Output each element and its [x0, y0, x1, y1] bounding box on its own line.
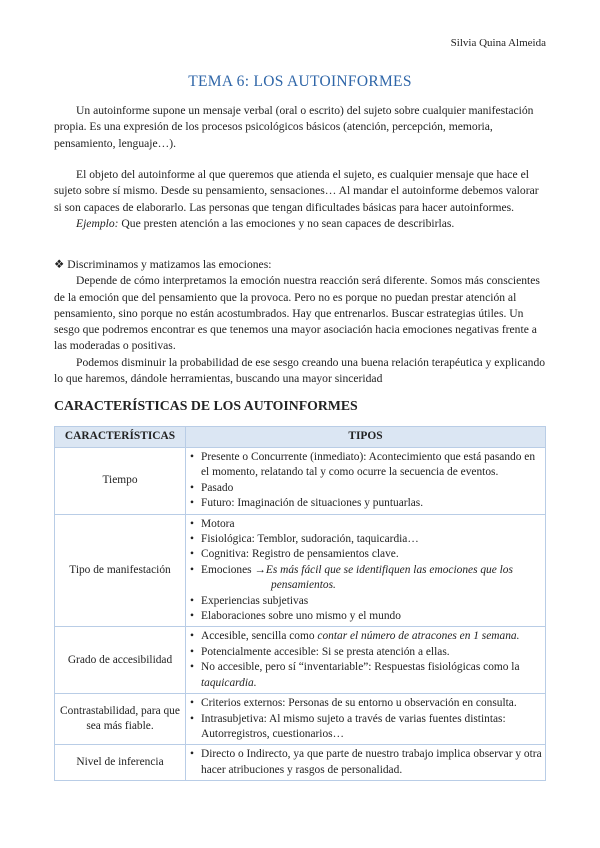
- item-text: No accesible, pero sí “inventariable”: Respuestas fisiológicas como la: [201, 661, 520, 674]
- bullet-heading-text: Discriminamos y matizamos las emociones:: [64, 258, 272, 271]
- intro-section: [54, 103, 546, 152]
- item-text: Potencialmente accesible: Si se presta atención a ellas.: [201, 645, 450, 658]
- item-text: Accesible, sencilla como: [201, 630, 318, 643]
- list-item: [190, 594, 543, 609]
- emociones-note-continuation: pensamientos.: [271, 579, 336, 592]
- item-text: Motora: [201, 517, 235, 530]
- example-label: Ejemplo:: [76, 216, 119, 230]
- bullet-icon: •: [190, 748, 194, 761]
- row-types: [186, 627, 546, 694]
- list-item: [190, 496, 543, 511]
- row-types: [186, 448, 546, 515]
- table-row-manifestacion: [55, 514, 546, 627]
- emociones-note: Es más fácil que se identifiquen las emociones que los: [265, 563, 513, 576]
- bullet-icon: •: [190, 630, 194, 643]
- bullet-icon: •: [190, 533, 194, 546]
- bullet-icon: •: [190, 645, 194, 658]
- bullet-icon: •: [190, 563, 194, 576]
- table-header-row: [55, 427, 546, 448]
- list-item: [190, 645, 543, 660]
- list-item: [190, 517, 543, 532]
- item-text: Fisiológica: Temblor, sudoración, taquicardia…: [201, 533, 419, 546]
- list-item: [190, 696, 543, 711]
- bullet-icon: •: [190, 451, 194, 463]
- row-types: [186, 514, 546, 627]
- list-item: [190, 712, 543, 743]
- row-label: Tipo de manifestación: [55, 514, 186, 627]
- row-label: Contrastabilidad, para que sea más fiable.: [55, 694, 186, 745]
- bullet-icon: •: [190, 661, 194, 674]
- item-text: Intrasubjetiva: Al mismo sujeto a través de varias fuentes distintas: Autorregistros, cuestionarios…: [201, 712, 506, 740]
- item-text: Emociones →: [201, 563, 266, 576]
- example-text: Que presten atención a las emociones y no sean capaces de describirlas.: [118, 216, 455, 230]
- item-text: Cognitiva: Registro de pensamientos clave.: [201, 548, 399, 561]
- table-row-contrastabilidad: [55, 694, 546, 745]
- row-label: Tiempo: [55, 448, 186, 515]
- bullet-icon: •: [190, 497, 194, 510]
- list-item: [190, 660, 543, 691]
- bullet-icon: •: [190, 610, 194, 623]
- row-types: [186, 694, 546, 745]
- list-item: [190, 563, 543, 594]
- diamond-bullet-icon: ❖: [54, 258, 65, 271]
- item-text: Presente o Concurrente (inmediato): Acontecimiento que está pasando en el momento, relatando tal y como ocurre la secuencia de eventos.: [201, 451, 536, 479]
- bullet-icon: •: [190, 481, 194, 494]
- bullet-icon: •: [190, 594, 194, 607]
- object-section: [54, 167, 546, 232]
- bullet-icon: •: [190, 548, 194, 561]
- paragraph-emotions: Depende de cómo interpretamos la emoción nuestra reacción será diferente. Somos más conscientes de la emoción que del pensamiento que la provoca. Pero no es porque no puedan prestar atención al pensamiento, sino porque no están acostumbrados. Hay que entrenarlos. Buscar estrategias útiles. Un sesgo que podremos encontrar es que tenemos una mayor asociación hacia emociones negativas frente a las moderadas o positivas.: [54, 274, 540, 353]
- row-types: [186, 745, 546, 781]
- bullet-heading: [54, 257, 546, 273]
- item-text: Directo o Indirecto, ya que parte de nuestro trabajo implica observar y otra hacer atribuciones y rasgos de personalidad.: [201, 748, 542, 776]
- item-text: Elaboraciones sobre uno mismo y el mundo: [201, 610, 401, 623]
- item-text: Pasado: [201, 481, 234, 494]
- emotions-section: [54, 257, 546, 387]
- item-italic: taquicardia.: [201, 676, 257, 689]
- list-item: [190, 609, 543, 624]
- bullet-icon: •: [190, 697, 194, 710]
- bullet-icon: •: [190, 712, 194, 725]
- table-row-tiempo: [55, 448, 546, 515]
- item-italic: contar el número de atracones en 1 semana.: [317, 630, 520, 643]
- list-item: [190, 532, 543, 547]
- table-row-inferencia: [55, 745, 546, 781]
- item-text: Experiencias subjetivas: [201, 594, 309, 607]
- header-author: Silvia Quina Almeida: [450, 37, 546, 49]
- characteristics-table: [54, 426, 546, 781]
- row-label: Nivel de inferencia: [55, 745, 186, 781]
- item-text: Futuro: Imaginación de situaciones y puntuarlas.: [201, 497, 424, 510]
- table-row-accesibilidad: [55, 627, 546, 694]
- list-item: [190, 450, 543, 481]
- section-heading: CARACTERÍSTICAS DE LOS AUTOINFORMES: [54, 398, 358, 413]
- bullet-icon: •: [190, 517, 194, 530]
- list-item: [190, 747, 543, 778]
- list-item: [190, 481, 543, 496]
- paragraph-bias: Podemos disminuir la probabilidad de ese sesgo creando una buena relación terapéutica y explicando lo que haremos, dándole herramientas, buscando una mayor sinceridad: [54, 355, 546, 386]
- list-item: [190, 629, 543, 644]
- column-header-characteristics: CARACTERÍSTICAS: [55, 427, 186, 448]
- paragraph-definition: Un autoinforme supone un mensaje verbal (oral o escrito) del sujeto sobre cualquier manifestación propia. Es una expresión de los procesos psicológicos básicos (atención, percepción, memoria, pensamiento, lenguaje…).: [54, 104, 534, 150]
- paragraph-object: El objeto del autoinforme al que queremos que atienda el sujeto, es cualquier mensaje que hace el sujeto sobre sí mismo. Desde su pensamiento, sensaciones… Al mandar el autoinforme debemos valorar si son capaces de elaborarlo. Las personas que tengan dificultades básicas para hacer autoinformes.: [54, 168, 539, 214]
- row-label: Grado de accesibilidad: [55, 627, 186, 694]
- paragraph-example: [54, 216, 546, 232]
- list-item: [190, 547, 543, 562]
- page-title: TEMA 6: LOS AUTOINFORMES: [188, 73, 412, 90]
- item-text: Criterios externos: Personas de su entorno u observación en consulta.: [201, 697, 517, 710]
- column-header-types: TIPOS: [186, 427, 546, 448]
